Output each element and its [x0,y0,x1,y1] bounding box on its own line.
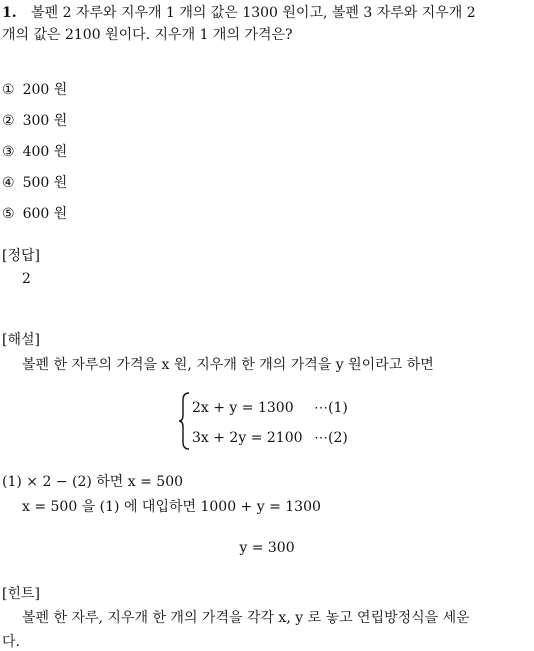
choice-item [2,79,67,99]
question-text-2: 개의 값은 2100 원이다. 지우개 1 개의 가격은? [2,27,293,43]
hint-text-1: 볼펜 한 자루, 지우개 한 개의 가격을 각각 x, y 로 놓고 연립방정식을 세운 [22,610,470,626]
left-brace [178,392,190,450]
choice-text: 600 원 [22,206,68,222]
choice-mark: ⑤ [2,206,15,222]
choice-text: 500 원 [22,175,68,191]
question-number: 1. [2,5,17,21]
choice-text: 400 원 [22,144,68,160]
equation-2: 3x + 2y = 2100 [192,430,303,446]
choice-text: 300 원 [22,113,68,129]
choice-mark: ③ [2,144,15,160]
equation-system [178,392,368,450]
choice-item [2,110,67,130]
equation-2-tag: ⋯(2) [314,430,348,446]
equation-1: 2x + y = 1300 [192,400,294,416]
explanation-result: y = 300 [239,540,295,556]
explanation-intro: 볼펜 한 자루의 가격을 x 원, 지우개 한 개의 가격을 y 원이라고 하면 [22,357,434,373]
choice-text: 200 원 [22,82,68,98]
choice-item [2,172,67,192]
choice-mark: ④ [2,175,15,191]
choice-mark: ① [2,82,15,98]
explanation-label: [해설] [2,332,40,348]
equation-1-tag: ⋯(1) [314,400,348,416]
question-text-1: 볼펜 2 자루와 지우개 1 개의 값은 1300 원이고, 볼펜 3 자루와 지우개 2 [31,5,476,21]
explanation-step-2: x = 500 을 (1) 에 대입하면 1000 + y = 1300 [22,499,321,515]
explanation-step-1: (1) × 2 − (2) 하면 x = 500 [2,474,184,490]
choice-item [2,203,67,223]
hint-text-2: 다. [2,634,20,650]
answer-value: 2 [22,271,31,287]
hint-label: [힌트] [2,586,40,602]
answer-label: [정답] [2,248,40,264]
question-line-1 [2,2,476,22]
choice-item [2,141,67,161]
choice-mark: ② [2,113,15,129]
